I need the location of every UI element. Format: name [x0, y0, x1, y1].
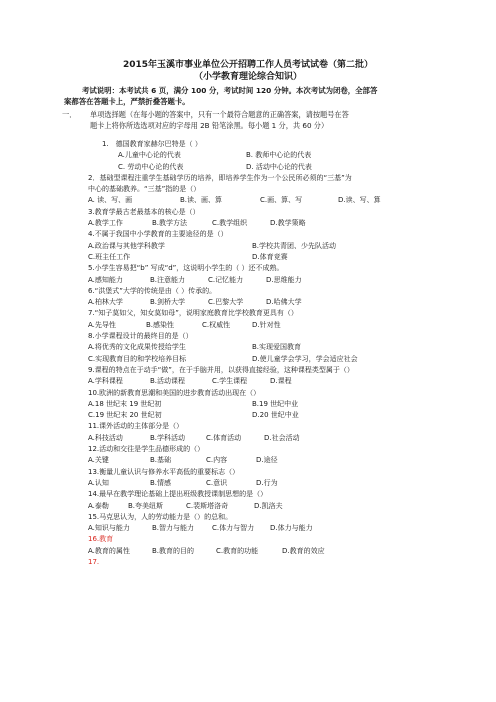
option-a: A.将优秀的文化成果传授给学生	[88, 343, 186, 352]
option-c: C.实现教育目的和学校培养目标	[88, 354, 187, 363]
option-a: A.科技活动	[88, 433, 123, 442]
option-c: C.裴斯塔洛奇	[186, 501, 229, 510]
option-a: A.18 世纪末 19 世纪初	[88, 399, 162, 408]
question-11-stem: 11.课外活动的主体部分是（）	[88, 422, 184, 431]
option-d: D.途径	[256, 456, 278, 465]
option-b: B.实现爱国教育	[252, 343, 302, 352]
option-c: C.记忆能力	[208, 275, 244, 284]
questions-list	[88, 139, 434, 568]
option-a: A.知识与能力	[88, 524, 130, 533]
option-c: C.体育活动	[206, 433, 242, 442]
question-3-stem: 3.教育学最古老最基本的核心是（）	[88, 207, 200, 216]
option-b: B.读、画、算	[180, 196, 223, 205]
option-b: B.注意能力	[150, 275, 186, 284]
option-a: A.认知	[88, 478, 109, 487]
option-a: A.学科课程	[88, 377, 123, 386]
option-b: B.教育的目的	[152, 546, 195, 555]
instructions-line-1: 考试说明：本考试共 6 页，满分 100 分，考试时间 120 分钟。本次考试为闭卷，全部答	[82, 86, 378, 95]
option-a: A.先导性	[88, 320, 116, 329]
question-2-stem-2: 中心的基础教养。“三基”指的是（）	[88, 185, 201, 194]
question-12-stem: 12.活动和交往是学生品德形成的（）	[88, 445, 205, 454]
option-a: A.教学工作	[88, 219, 123, 228]
question-6-stem: 6.“洪堡式”大学的传统是由（ ）传承的。	[88, 286, 217, 295]
question-2-stem-1: 2．基础型课程注重学生基础学历的培养，即培养学生作为一个公民所必须的“三基”为	[88, 173, 352, 182]
option-c: C.体力与智力	[212, 524, 255, 533]
question-10-stem: 10.欧洲的新教育思潮和美国的进步教育活动出现在（）	[88, 388, 261, 397]
question-13-options	[88, 478, 434, 489]
question-1-stem: 1. 德国教育家赫尔巴特是（ ）	[102, 140, 202, 148]
option-a: A.柏林大学	[88, 298, 123, 307]
question-7-stem: 7.“知子莫如父，知女莫如母”，说明家庭教育比学校教育更具有（）	[88, 309, 298, 318]
option-b: B.学科活动	[150, 433, 186, 442]
option-d: D.体育竞赛	[252, 252, 288, 261]
question-1-options-ab	[88, 150, 434, 161]
question-16-stem: 16.教育	[88, 535, 114, 544]
option-c: C. 劳动中心论的代表	[118, 162, 184, 171]
option-c: C.画、算、写	[260, 196, 303, 205]
option-c: C.权威性	[202, 320, 231, 329]
option-d: D.凯洛夫	[254, 501, 283, 510]
option-a: A.关键	[88, 456, 109, 465]
option-a: A.教育的属性	[88, 546, 130, 555]
question-8-options-ab	[88, 342, 434, 353]
option-c: C.意识	[206, 478, 228, 487]
option-d: D.哈佛大学	[266, 298, 302, 307]
option-d: D.20 世纪中业	[252, 411, 299, 420]
option-d: D.课程	[270, 377, 292, 386]
question-13-stem: 13.衡量儿童认识与修养水平高低的重要标志（）	[88, 467, 240, 476]
question-4-stem: 4.不属于我国中小学教育的主要途径的是（）	[88, 230, 228, 239]
question-2-options	[88, 195, 434, 206]
question-17-stem: 17.	[88, 557, 100, 566]
option-b: B.夸美纽斯	[128, 501, 164, 510]
question-8-stem: 8.小学课程设计的最终目的是（）	[88, 332, 193, 341]
option-b: B.剑桥大学	[150, 298, 186, 307]
question-1-options-cd	[88, 162, 434, 173]
question-15-options	[88, 523, 434, 534]
exam-subtitle: （小学教育理论综合知识）	[193, 72, 302, 82]
option-a: A.泰勒	[88, 501, 109, 510]
option-a: A.政治课与其他学科教学	[88, 241, 165, 250]
question-7-options	[88, 320, 434, 331]
option-b: B.学校共青团、少先队活动	[252, 241, 337, 250]
exam-instructions	[64, 85, 432, 107]
option-d: D. 活动中心论的代表	[246, 162, 312, 171]
instructions-line-2: 案都答在答题卡上，严禁折叠答题卡。	[64, 97, 190, 106]
option-b: B. 教师中心论的代表	[246, 151, 312, 160]
exam-title: 2015年玉溪市事业单位公开招聘工作人员考试试卷（第二批）	[122, 60, 374, 70]
question-11-options	[88, 433, 434, 444]
question-5-options	[88, 275, 434, 286]
question-4-options-ab	[88, 241, 434, 252]
option-c: C.教育的功能	[216, 546, 259, 555]
question-10-options-cd	[88, 410, 434, 421]
option-d: D.使儿童学会学习，学会适应社会	[252, 354, 358, 363]
option-b: B.活动课程	[150, 377, 186, 386]
question-14-options	[88, 501, 434, 512]
option-d: D.教育的效应	[282, 546, 325, 555]
question-15-stem: 15.马克思认为，人的劳动能力是（）的总和。	[88, 512, 233, 521]
question-5-stem: 5.小学生容易把“b” 写成“d”，这说明小学生的（ ）还不成熟。	[88, 264, 284, 273]
question-14-stem: 14.最早在教学理论基础上提出班级教授课制思想的是（）	[88, 490, 268, 499]
question-10-options-ab	[88, 399, 434, 410]
option-c: C.内容	[206, 456, 228, 465]
question-4-options-cd	[88, 252, 434, 263]
question-8-options-cd	[88, 354, 434, 365]
section-line-2: 题卡上将你所选选项对应的字母用 2B 铅笔涂黑。每小题 1 分，共 60 分）	[90, 121, 329, 130]
question-3-options	[88, 218, 434, 229]
option-c: C.19 世纪末 20 世纪初	[88, 411, 162, 420]
option-c: C.学生课程	[212, 377, 248, 386]
option-d: D.行为	[256, 478, 278, 487]
section-line-1: 单项选择题（在每小题的答案中，只有一个最符合题意的正确答案，请按题号在答	[90, 110, 349, 119]
question-16-options	[88, 546, 434, 557]
option-c: C.班主任工作	[88, 252, 131, 261]
option-d: D.教学策略	[270, 219, 306, 228]
question-9-stem: 9.课程的特点在于动手“做”，在于手脑并用，以获得直接经验，这种课程类型属于（）	[88, 365, 354, 374]
option-b: B.感染性	[146, 320, 175, 329]
section-one-header	[62, 109, 434, 131]
option-b: B.智力与能力	[152, 524, 195, 533]
option-d: D.体力与能力	[270, 524, 313, 533]
option-b: B.情感	[150, 478, 172, 487]
option-d: D.思维能力	[266, 275, 302, 284]
option-c: C.教学组织	[212, 219, 248, 228]
option-a: A.儿童中心论的代表	[118, 151, 181, 160]
option-c: C.巴黎大学	[208, 298, 244, 307]
question-12-options	[88, 455, 434, 466]
option-d: D.读、写、算	[338, 196, 381, 205]
question-9-options	[88, 376, 434, 387]
option-b: B.基础	[150, 456, 172, 465]
option-d: D.社会活动	[264, 433, 300, 442]
section-number: 一．	[62, 110, 77, 119]
option-b: B.教学方法	[152, 219, 188, 228]
option-a: A.感知能力	[88, 275, 123, 284]
question-6-options	[88, 297, 434, 308]
option-a: A. 读、写、画	[88, 196, 133, 205]
option-d: D.针对性	[252, 320, 281, 329]
option-b: B.19 世纪中业	[252, 399, 299, 408]
